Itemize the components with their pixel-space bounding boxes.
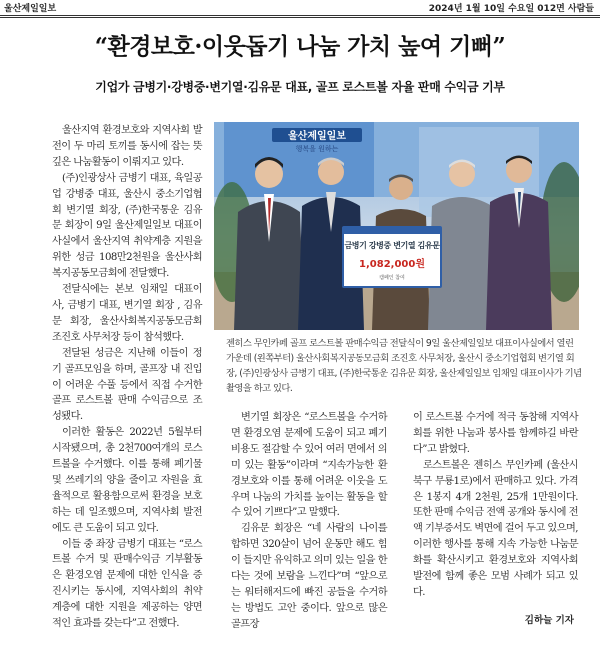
paragraph: 전달식에는 본보 임채일 대표이사, 금병기 대표, 변기열 회장 , 김유문 회장, 울산사회복지공동모금회 조진호 사무처장 등이 참석했다.	[52, 284, 202, 343]
paragraph: 울산지역 환경보호와 지역사회 발전이 두 마리 토끼를 동시에 잡는 뜻깊은 나눔활동이 이뤄지고 있다.	[52, 125, 202, 168]
photo-banner-slogan: 행복을 원하는	[295, 145, 339, 153]
article-column-3	[413, 410, 578, 601]
article-column-2	[231, 410, 387, 633]
board-footer: 캠페인 참여	[379, 275, 405, 281]
paragraph: 변기열 회장은 “로스트볼을 수거하면 환경오염 문제에 도움이 되고 폐기비용도 절감할 수 있어 여러 면에서 의미 있는 활동”이라며 “지속가능한 환경보호와 이를 통해 어려운 이웃을 도우며 나눔의 가치를 높이는 활동을 할 수 있어 기쁘다”고 말했다.	[231, 412, 387, 519]
paragraph: 이 로스트볼 수거에 적극 동참해 지역사회를 위한 나눔과 봉사를 함께하길 바란다”고 밝혔다.	[413, 412, 578, 455]
paragraph: 김유문 회장은 “네 사람의 나이를 합하면 320살이 넘어 운동만 해도 힘이 들지만 유익하고 의미 있는 일을 한다는 것에 보람을 느낀다”며 “앞으로는 워터해저드에 빠진 공들을 수거하는 방법도 고안 중이다. 앞으로 많은 골프장	[231, 523, 387, 630]
board-amount: 1,082,000원	[359, 259, 425, 270]
paragraph: (주)인광상사 금병기 대표, 육일공업 강병중 대표, 울산시 중소기업협회 변기열 회장, (주)한국통운 김유문 회장이 9일 울산제일일보 대표이사실에서 울산지역 취약계층 지원을 위한 성금 108만2천원을 울산사회복지공동모금회에 전달했다.	[52, 172, 202, 280]
photo-caption: 젠히스 무인카페 골프 로스트볼 판매수익금 전달식이 9일 울산제일일보 대표이사실에서 열린 가운데 (왼쪽부터) 울산사회복지공동모금회 조진호 사무처장, 울산시 중소기업협회 변기열 회장, (주)인광상사 금병기 대표, (주)한국통운 김유문 회장, 울산제일일보 임채일 대표이사가 기념촬영을 하고 있다.	[226, 338, 582, 394]
date-line: 2024년 1월 10일 수요일 012면 사람들	[428, 4, 594, 14]
paragraph: 전달된 성금은 지난해 이들이 정기 골프모임을 하며, 골프장 내 진입이 어려운 수풀 등에서 직접 수거한 골프 로스트볼 판매 수익금으로 조성됐다.	[52, 347, 202, 423]
paper-name: 울산제일일보	[4, 4, 57, 14]
headline: “환경보호·이웃돕기 나눔 가치 높여 기뻐”	[94, 33, 506, 60]
board-names: 금병기 강병중 변기열 김유문	[344, 241, 440, 250]
donation-board	[342, 226, 442, 288]
article-column-1	[52, 123, 202, 632]
byline: 김하늘 기자	[524, 615, 574, 626]
top-rule-2	[0, 17, 600, 18]
top-rule	[0, 15, 600, 16]
paragraph: 이러한 활동은 2022년 5월부터 시작됐으며, 총 2천700여개의 로스트볼을 수거했다. 이를 통해 폐기물 및 쓰레기의 양을 줄이고 자원을 효율적으로 활용함으로써 환경을 보호하는 데 일조했으며, 지역사회 발전에도 큰 도움이 되고 있다.	[52, 427, 202, 534]
masthead	[0, 0, 600, 14]
photo-banner-text: 울산제일일보	[288, 131, 346, 142]
subheadline: 기업가 금병기·강병중·변기열·김유문 대표, 골프 로스트볼 자율 판매 수익금 기부	[95, 80, 505, 94]
paragraph: 로스트볼은 젠히스 무인카페 (울산시 북구 무룡1로)에서 판매하고 있다. 가격은 1봉지 4개 2천원, 25개 1만원이다. 또한 판매 수익금 전액 공개와 동시에 전액 기부증서도 벽면에 걸어 두고 있으며, 이러한 행사를 통해 지속 가능한 나눔문화를 확산시키고 환경보호와 지역사회 발전에 함께 좋은 모범 사례가 되고 있다.	[413, 459, 578, 598]
board-top-bar	[344, 228, 440, 234]
paragraph: 이들 중 좌장 금병기 대표는 “로스트볼 수거 및 판매수익금 기부활동은 환경오염 문제에 대한 인식을 증진시키는 동시에, 지역사회의 취약계층에 대한 지원을 제공하는 양면적인 효과를 갖는다”고 전했다.	[52, 538, 202, 630]
